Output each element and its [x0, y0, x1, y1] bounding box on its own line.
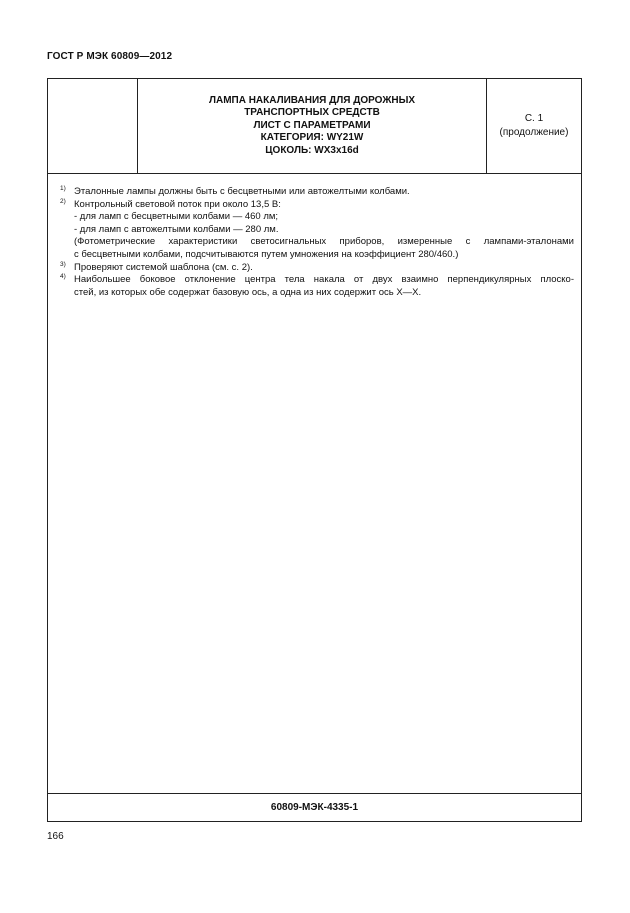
sheet-title	[138, 79, 487, 173]
footnote-line: Контрольный световой поток при около 13,5 В:	[74, 198, 281, 210]
footnote-line: - для ламп с автожелтыми колбами — 280 лм.	[74, 223, 279, 235]
sheet-code: 60809-МЭК-4335-1	[270, 801, 359, 813]
title-line: ЛИСТ С ПАРАМЕТРАМИ	[253, 119, 371, 131]
sheet-page-label: С. 1	[524, 113, 544, 124]
page-number: 166	[47, 831, 64, 842]
title-line: ЦОКОЛЬ: WX3x16d	[265, 144, 359, 156]
sheet-continuation-label: (продолжение)	[499, 127, 569, 138]
footnote-mark: 4)	[60, 273, 66, 281]
footnote-line: с бесцветными колбами, подсчитываются путем умножения на коэффициент 280/460.)	[74, 248, 459, 260]
title-line: ТРАНСПОРТНЫХ СРЕДСТВ	[244, 107, 380, 119]
title-line: ЛАМПА НАКАЛИВАНИЯ ДЛЯ ДОРОЖНЫХ	[208, 94, 416, 106]
footnote	[56, 262, 574, 275]
standard-code: ГОСТ Р МЭК 60809—2012	[47, 51, 173, 62]
footnotes-list	[56, 186, 574, 299]
footnote-line: Наибольшее боковое отклонение центра тела накала от двух взаимно перпендикулярных плоско-	[74, 274, 574, 286]
footnote-line: Эталонные лампы должны быть с бесцветными или автожелтыми колбами.	[74, 186, 410, 197]
footnote	[56, 186, 574, 199]
footnote-mark: 2)	[60, 197, 66, 205]
parameter-sheet-frame	[47, 78, 582, 822]
footnote-line: (Фотометрические характеристики светосигнальных приборов, измеренные с лампами-эталонами	[74, 236, 574, 248]
footnote-line: стей, из которых обе содержат базовую ось, а одна из них содержит ось X—X.	[74, 286, 422, 298]
footnote	[56, 199, 574, 262]
header-empty-cell	[48, 79, 138, 173]
footnote-line: - для ламп с бесцветными колбами — 460 лм;	[74, 211, 279, 223]
title-line: КАТЕГОРИЯ: WY21W	[260, 132, 364, 144]
sheet-page-cell	[487, 79, 581, 173]
footnote-line: Проверяют системой шаблона (см. с. 2).	[74, 261, 253, 273]
sheet-body	[48, 173, 581, 794]
footnote-mark: 1)	[60, 185, 66, 192]
footnote	[56, 274, 574, 299]
footnote-mark: 3)	[60, 260, 66, 268]
sheet-header	[48, 79, 581, 174]
